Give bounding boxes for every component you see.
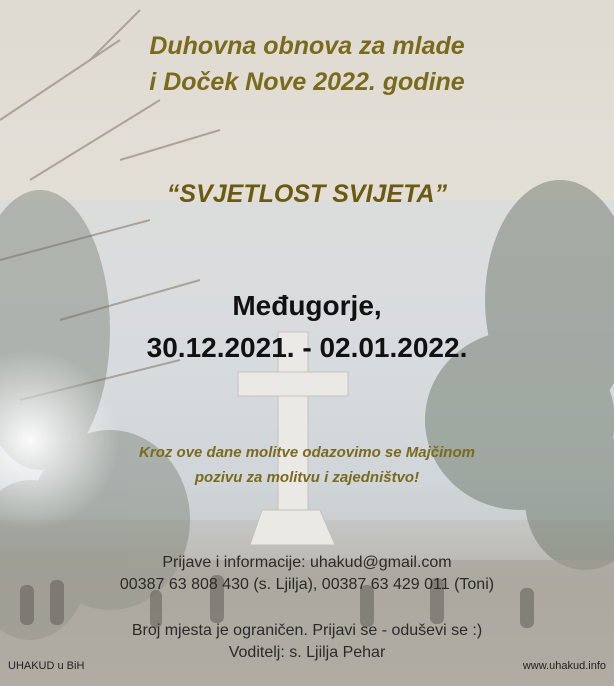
contact-phone-line: 00387 63 808 430 (s. Ljilja), 00387 63 429 011 (Toni) [119,576,495,593]
contact-email-line: Prijave i informacije: uhakud@gmail.com [162,554,452,571]
event-location: Međugorje, [232,290,382,321]
event-location-dates [0,285,614,369]
invite-line-1: Kroz ove dane molitve odazovimo se Majčinom [139,444,475,461]
limited-places-note: Broj mjesta je ograničen. Prijavi se - oduševi se :) [131,622,483,639]
registration-note [0,620,614,664]
title-line-2: i Doček Nove 2022. godine [149,68,465,96]
leader-line: Voditelj: s. Ljilja Pehar [228,644,386,661]
invite-line-2: pozivu za molitvu i zajedništvo! [194,469,420,486]
title-line-1: Duhovna obnova za mlade [149,32,465,60]
website-link[interactable]: www.uhakud.info [522,660,606,672]
event-motto: “SVJETLOST SVIJETA” [166,180,448,208]
contact-info [0,552,614,596]
organization-name: UHAKUD u BiH [8,660,85,672]
invitation-text [0,440,614,490]
event-title [0,28,614,100]
event-dates: 30.12.2021. - 02.01.2022. [146,332,468,363]
